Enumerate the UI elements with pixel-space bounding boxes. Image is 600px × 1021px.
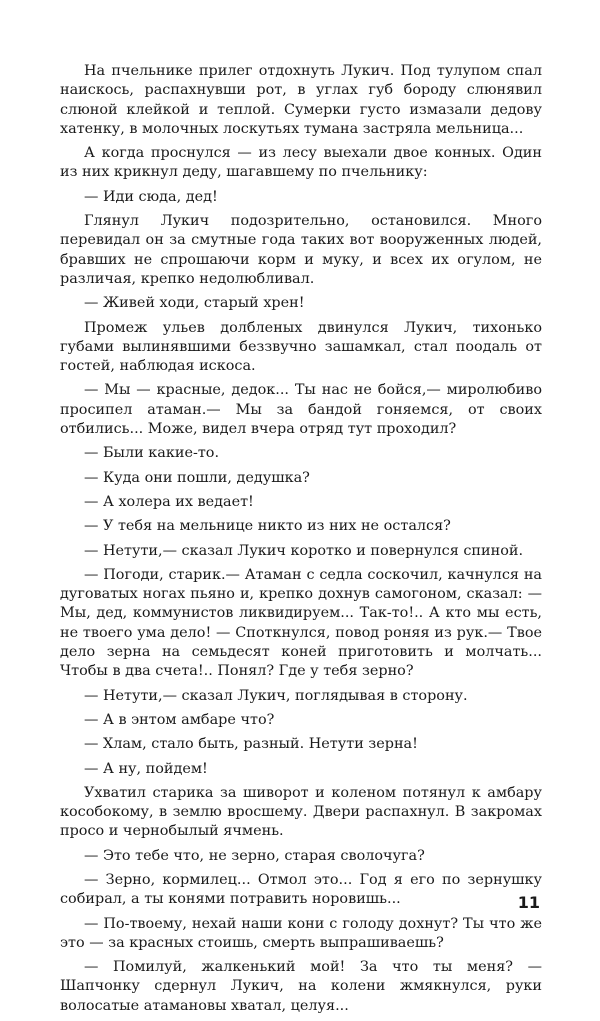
paragraph: — Зерно, кормилец... Отмол это... Год я его по зернушку собирал, а ты конями потравить норовишь... — [60, 871, 542, 908]
paragraph: — А в энтом амбаре что? — [84, 711, 275, 728]
paragraph: — Хлам, стало быть, разный. Нетути зерна! — [84, 736, 418, 753]
paragraph: — Погоди, старик.— Атаман с седла соскочил, качнулся на дуговатых ногах пьяно и, крепко дохнув самогоном, сказал: — Мы, дед, коммунистов ликвидируем... Так-то!.. А кто мы есть, не твоего ума дело! — Споткнулся, повод роняя из рук.— Твое дело зерна на семьдесят коней приготовить и молчать... Чтобы в два счета!.. Понял? Где у тебя зерно? — [60, 566, 542, 680]
paragraph: — Были какие-то. — [84, 445, 220, 462]
paragraph: — Нетути,— сказал Лукич, поглядывая в сторону. — [84, 687, 468, 704]
paragraph: А когда проснулся — из лесу выехали двое конных. Один из них крикнул деду, шагавшему по пчельнику: — [60, 145, 542, 181]
paragraph: Промеж ульев долбленых двинулся Лукич, тихонько губами вылинявшими беззвучно зашамкал, стал поодаль от гостей, наблюдая искоса. — [60, 319, 542, 375]
paragraph: — Куда они пошли, дедушка? — [84, 469, 310, 486]
paragraph: — Это тебе что, не зерно, старая сволочуга? — [84, 847, 425, 864]
paragraph: — Нетути,— сказал Лукич коротко и повернулся спиной. — [84, 542, 524, 559]
page-body — [60, 62, 542, 1021]
paragraph: — Мы — красные, дедок... Ты нас не бойся,— миролюбиво просипел атаман.— Мы за бандой гоняемся, от своих отбились... Може, видел вчера отряд тут проходил? — [60, 382, 542, 438]
paragraph: — Помилуй, жалкенький мой! За что ты меня? — Шапчонку сдернул Лукич, на колени жмякнулся, руки волосатые атамановы хватал, целуя... — [60, 959, 542, 1014]
paragraph: Ухватил старика за шиворот и коленом потянул к амбару кособокому, в землю вросшему. Двери распахнул. В закромах просо и чернобылый ячмень. — [60, 784, 542, 840]
paragraph: Глянул Лукич подозрительно, остановился. Много перевидал он за смутные года таких вот вооруженных людей, бравших не спрошаючи корм и муку, и всех их огулом, не различая, крепко недолюбливал. — [60, 213, 542, 287]
paragraph: На пчельнике прилег отдохнуть Лукич. Под тулупом спал наискось, распахнувши рот, в углах губ бороду слюнявил слюной клейкой и теплой. Сумерки густо измазали дедову хатенку, в молочных лоскутьях тумана застряла мельница... — [60, 63, 542, 137]
paragraph: — У тебя на мельнице никто из них не остался? — [84, 518, 451, 535]
page-number: 11 — [517, 893, 540, 912]
paragraph: — Живей ходи, старый хрен! — [84, 295, 305, 312]
paragraph: — А холера их ведает! — [84, 493, 254, 510]
paragraph: — Иди сюда, дед! — [84, 188, 218, 205]
paragraph: — А ну, пойдем! — [84, 760, 208, 777]
paragraph: — По-твоему, нехай наши кони с голоду дохнут? Ты что же это — за красных стоишь, смерть выпрашиваешь? — [60, 915, 542, 951]
